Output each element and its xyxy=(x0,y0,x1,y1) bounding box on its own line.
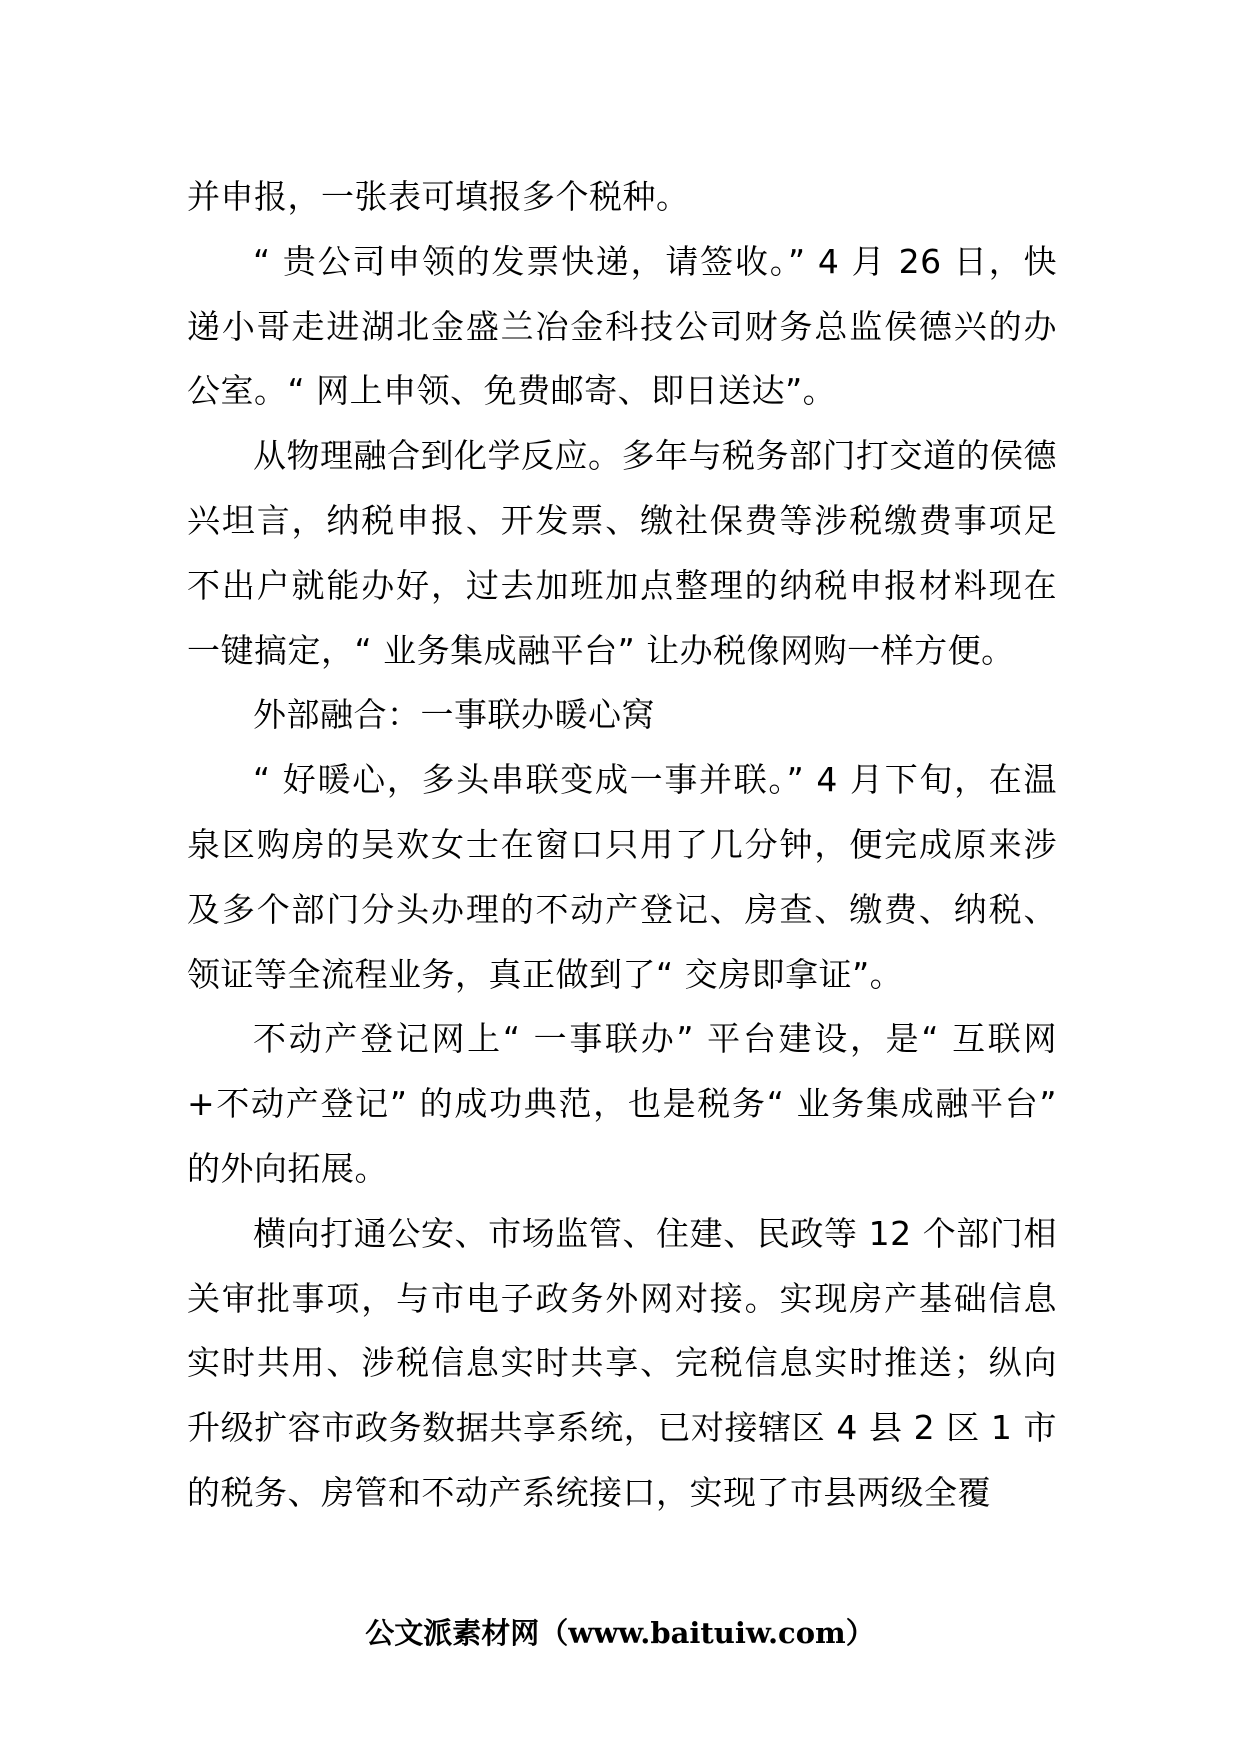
paragraph-continuation: 并申报，一张表可填报多个税种。 xyxy=(187,177,690,216)
paragraph-house-purchase: “ 好暖心，多头串联变成一事并联。” 4 月下旬，在温泉区购房的吴欢女士在窗口只用了几分钟，便完成原来涉及多个部门分头办理的不动产登记、房查、缴费、纳税、领证等全流程业务，真正做到了“ 交房即拿证”。 xyxy=(187,760,1057,994)
paragraph-physical-to-chemical: 从物理融合到化学反应。多年与税务部门打交道的侯德兴坦言，纳税申报、开发票、缴社保费等涉税缴费事项足不出户就能办好，过去加班加点整理的纳税申报材料现在一键搞定，“ 业务集成融平台” 让办税像网购一样方便。 xyxy=(187,436,1057,670)
section-heading-external-integration: 外部融合：一事联办暖心窝 xyxy=(253,695,655,735)
paragraph-horizontal-vertical: 横向打通公安、市场监管、住建、民政等 12 个部门相关审批事项，与市电子政务外网对接。实现房产基础信息实时共用、涉税信息实时共享、完税信息实时推送；纵向升级扩容市政务数据共享系统，已对接辖区 4 县 2 区 1 市的税务、房管和不动产系统接口，实现了市县两级全覆 xyxy=(187,1213,1057,1512)
footer-watermark: 公文派素材网（www.baituiw.com） xyxy=(365,1616,875,1650)
body-text xyxy=(187,165,1057,1526)
paragraph-real-estate-platform: 不动产登记网上“ 一事联办” 平台建设，是“ 互联网+不动产登记” 的成功典范，也是税务“ 业务集成融平台” 的外向拓展。 xyxy=(187,1019,1057,1188)
paragraph-invoice-delivery: “ 贵公司申领的发票快递，请签收。” 4 月 26 日，快递小哥走进湖北金盛兰冶金科技公司财务总监侯德兴的办公室。“ 网上申领、免费邮寄、即日送达”。 xyxy=(187,241,1057,411)
